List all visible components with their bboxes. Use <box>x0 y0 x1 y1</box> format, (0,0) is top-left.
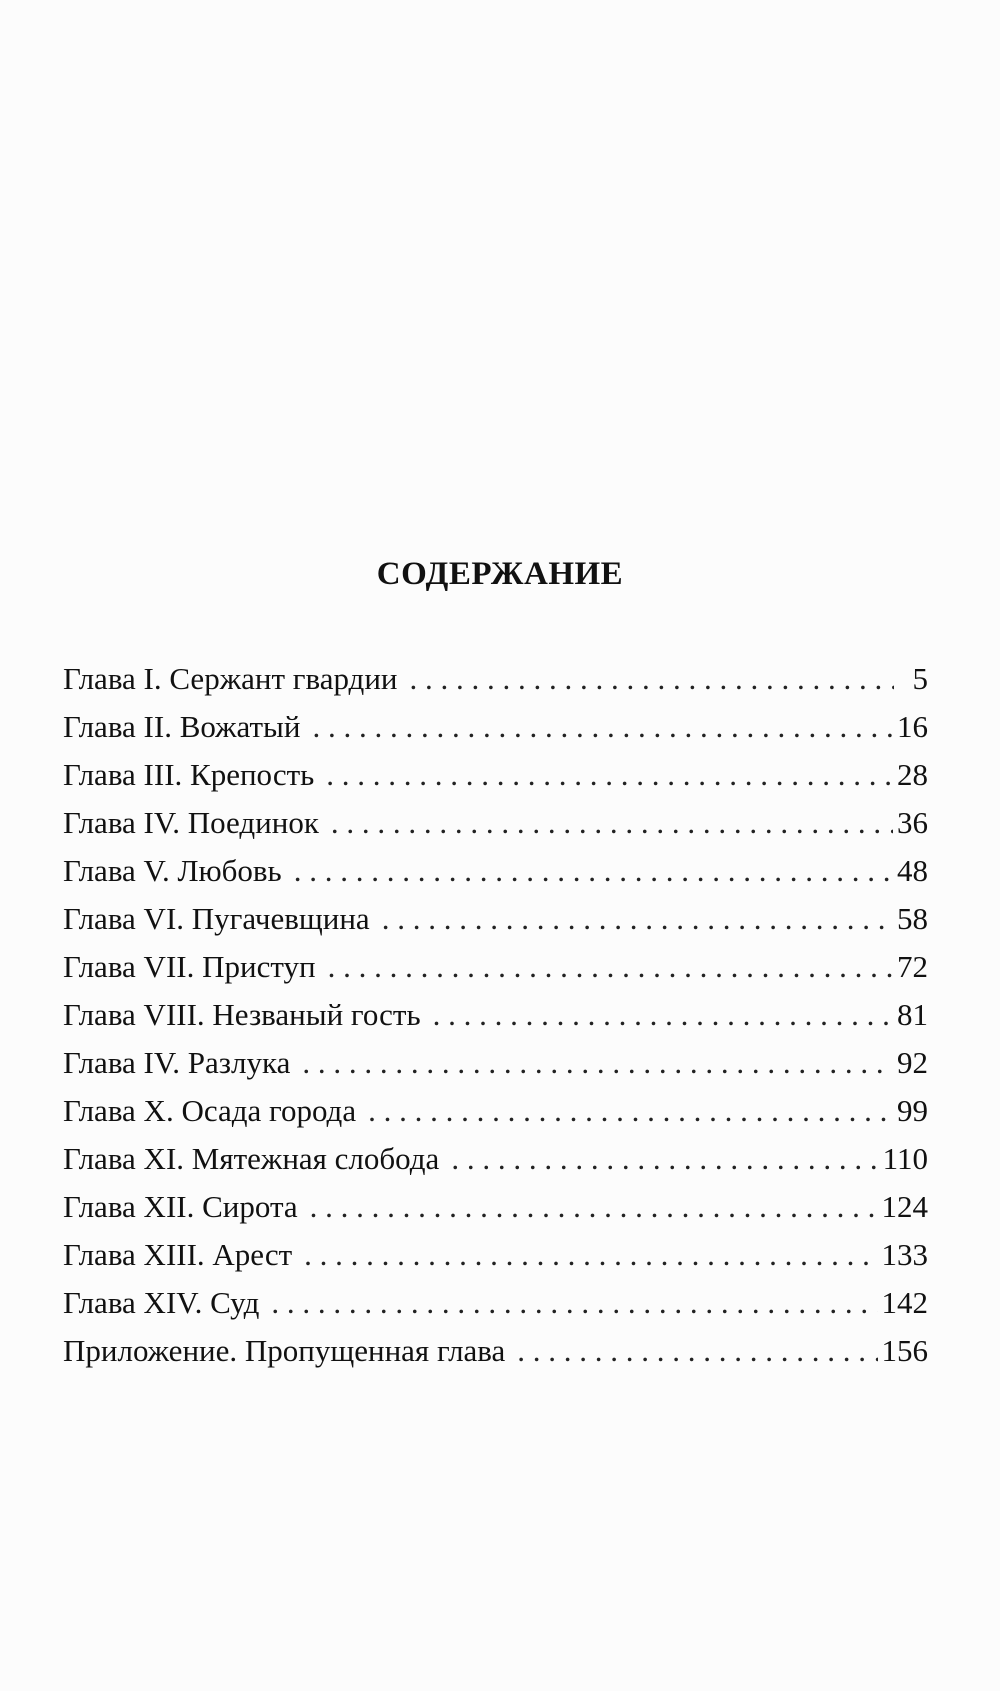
toc-entry-title: Глава I. Сержант гвардии <box>63 661 398 696</box>
toc-entry-page: 5 <box>912 661 928 696</box>
toc-entry-title: Глава III. Крепость <box>63 757 315 792</box>
toc-entry-page: 81 <box>897 997 928 1032</box>
toc-entry-page: 36 <box>897 805 928 840</box>
toc-entry <box>63 991 928 1039</box>
toc-entry <box>63 1087 928 1135</box>
dot-leader <box>302 1039 893 1087</box>
toc-entry <box>63 943 928 991</box>
toc-entry <box>63 1135 928 1183</box>
dot-leader <box>517 1327 877 1375</box>
toc-entry-title: Глава XI. Мятежная слобода <box>63 1141 440 1176</box>
toc-entry-page: 28 <box>897 757 928 792</box>
toc-entry-page: 99 <box>897 1093 928 1128</box>
toc-entry-title: Глава XIV. Суд <box>63 1285 260 1320</box>
dot-leader <box>310 1183 878 1231</box>
toc-entry-title: Глава XII. Сирота <box>63 1189 298 1224</box>
toc-entry-title: Глава VIII. Незваный гость <box>63 997 421 1032</box>
toc-entry-page: 124 <box>881 1189 928 1224</box>
toc-entry <box>63 655 928 703</box>
page-title: СОДЕРЖАНИЕ <box>376 556 624 592</box>
toc-entry-page: 48 <box>897 853 928 888</box>
dot-leader <box>271 1279 877 1327</box>
toc-entry-page: 142 <box>881 1285 928 1320</box>
dot-leader <box>382 895 893 943</box>
toc-entry-page: 156 <box>881 1333 928 1368</box>
toc-entry-title: Глава XIII. Арест <box>63 1237 293 1272</box>
toc-entry-title: Приложение. Пропущенная глава <box>63 1333 506 1368</box>
toc-entry-page: 58 <box>897 901 928 936</box>
toc-entry-title: Глава V. Любовь <box>63 853 282 888</box>
toc-entry <box>63 751 928 799</box>
toc-entry <box>63 1279 928 1327</box>
dot-leader <box>451 1135 878 1183</box>
toc-entry <box>63 1327 928 1375</box>
toc-entry <box>63 703 928 751</box>
toc-entry-title: Глава IV. Поединок <box>63 805 319 840</box>
toc-entry-page: 92 <box>897 1045 928 1080</box>
dot-leader <box>331 799 893 847</box>
dot-leader <box>294 847 893 895</box>
toc-entry-title: Глава VI. Пугачевщина <box>63 901 370 936</box>
toc-entry-page: 133 <box>881 1237 928 1272</box>
dot-leader <box>326 751 893 799</box>
toc-entry <box>63 847 928 895</box>
toc-entry-title: Глава IV. Разлука <box>63 1045 291 1080</box>
dot-leader <box>304 1231 877 1279</box>
toc-entry-page: 16 <box>897 709 928 744</box>
dot-leader <box>410 655 894 703</box>
toc-entry-title: Глава VII. Приступ <box>63 949 316 984</box>
toc-entry <box>63 895 928 943</box>
dot-leader <box>328 943 893 991</box>
toc-entry-page: 72 <box>897 949 928 984</box>
toc-entry <box>63 1231 928 1279</box>
toc-entry <box>63 799 928 847</box>
dot-leader <box>368 1087 893 1135</box>
toc-entry-title: Глава X. Осада города <box>63 1093 357 1128</box>
dot-leader <box>312 703 893 751</box>
dot-leader <box>433 991 893 1039</box>
toc-entry <box>63 1039 928 1087</box>
table-of-contents <box>63 655 928 1375</box>
toc-entry-page: 110 <box>882 1141 928 1176</box>
toc-entry <box>63 1183 928 1231</box>
toc-entry-title: Глава II. Вожатый <box>63 709 301 744</box>
